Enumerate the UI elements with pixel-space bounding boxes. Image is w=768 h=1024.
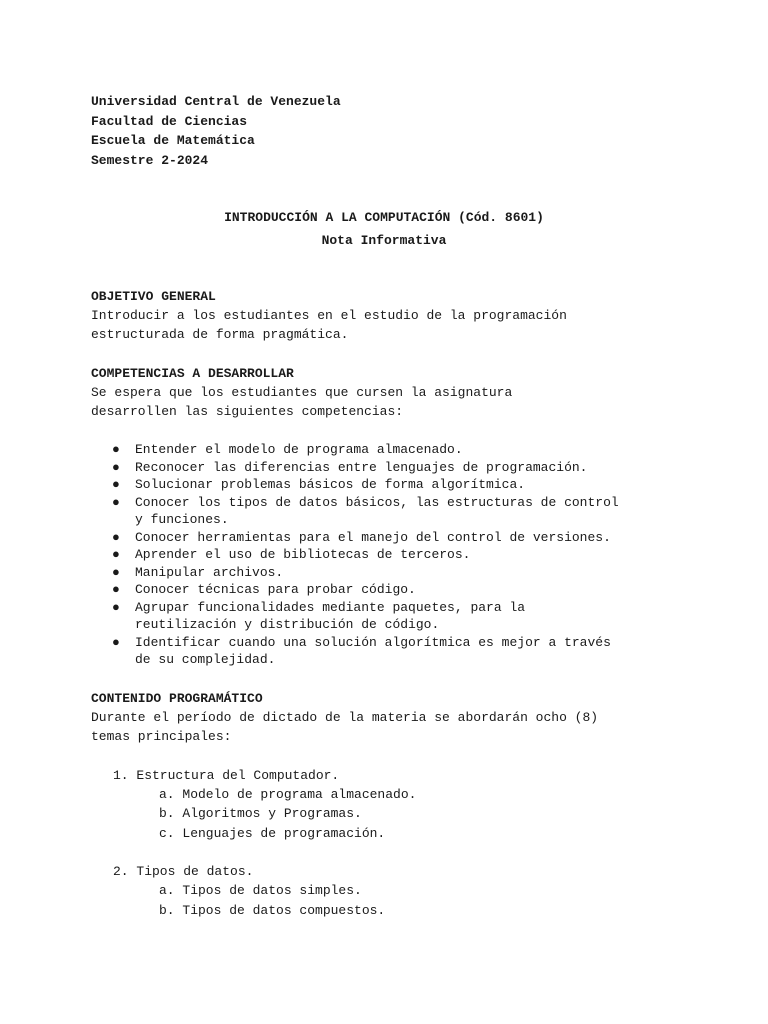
bullet-icon: ● (112, 477, 120, 492)
document-header (91, 92, 691, 170)
list-item-text: Conocer técnicas para probar código. (135, 582, 416, 597)
section-heading-competencies: COMPETENCIAS A DESARROLLAR (91, 366, 294, 381)
list-item (91, 634, 691, 669)
bullet-icon: ● (112, 459, 120, 475)
paragraph-line: temas principales: (91, 728, 232, 744)
list-item (91, 581, 691, 599)
list-item (91, 494, 691, 529)
subtopic-item: a. Tipos de datos simples. (159, 883, 362, 898)
paragraph-line: Introducir a los estudiantes en el estudio de la programación (91, 308, 567, 323)
list-item (91, 564, 691, 582)
bullet-icon: ● (112, 494, 120, 510)
topic-label: 2. Tipos de datos. (113, 864, 254, 879)
list-item-text: Manipular archivos. (135, 564, 284, 580)
list-item-text: Solucionar problemas básicos de forma algorítmica. (135, 477, 526, 492)
subtopic-item: b. Tipos de datos compuestos. (159, 902, 386, 918)
list-item (91, 529, 691, 547)
list-item-text: Entender el modelo de programa almacenado. (135, 442, 463, 457)
document-title (91, 206, 677, 252)
document-subtitle: Nota Informativa (321, 233, 447, 248)
paragraph-line: desarrollen las siguientes competencias: (91, 404, 404, 419)
objective-paragraph (91, 306, 691, 344)
semester-label: Semestre 2-2024 (91, 152, 209, 168)
bullet-icon: ● (112, 547, 120, 562)
subtopic-item: a. Modelo de programa almacenado. (159, 786, 417, 802)
content-paragraph (91, 708, 691, 746)
bullet-icon: ● (112, 634, 120, 650)
list-item-text: Agrupar funcionalidades mediante paquetes, para la reutilización y distribución de código. (135, 599, 526, 632)
bullet-icon: ● (112, 599, 120, 615)
topic-label: 1. Estructura del Computador. (113, 767, 340, 783)
faculty-name: Facultad de Ciencias (91, 113, 248, 129)
topic-item (91, 766, 691, 844)
bullet-icon: ● (112, 564, 120, 580)
bullet-icon: ● (112, 582, 120, 597)
list-item (91, 441, 691, 459)
topic-item (91, 862, 691, 920)
subtopic-item: b. Algoritmos y Programas. (159, 806, 362, 821)
list-item-text: Identificar cuando una solución algorítmica es mejor a través de su complejidad. (135, 634, 611, 667)
document-page (91, 92, 691, 920)
topics-list (91, 766, 691, 921)
list-item (91, 476, 691, 494)
bullet-icon: ● (112, 442, 120, 457)
list-item-text: Conocer herramientas para el manejo del control de versiones. (135, 529, 611, 545)
competencies-paragraph (91, 383, 691, 421)
paragraph-line: Se espera que los estudiantes que cursen la asignatura (91, 385, 513, 400)
section-heading-objective: OBJETIVO GENERAL (91, 289, 216, 304)
university-name: Universidad Central de Venezuela (91, 94, 341, 109)
course-title: INTRODUCCIÓN A LA COMPUTACIÓN (Cód. 8601) (224, 210, 544, 225)
list-item-text: Aprender el uso de bibliotecas de terceros. (135, 547, 471, 562)
school-name: Escuela de Matemática (91, 133, 255, 148)
paragraph-line: estructurada de forma pragmática. (91, 327, 349, 342)
list-item (91, 459, 691, 477)
subtopics-list (113, 785, 691, 844)
competencies-list (91, 441, 691, 669)
bullet-icon: ● (112, 529, 120, 545)
list-item-text: Conocer los tipos de datos básicos, las estructuras de control y funciones. (135, 494, 619, 527)
subtopic-item: c. Lenguajes de programación. (159, 825, 386, 841)
list-item (91, 599, 691, 634)
section-heading-content: CONTENIDO PROGRAMÁTICO (91, 690, 263, 706)
subtopics-list (113, 881, 691, 920)
list-item-text: Reconocer las diferencias entre lenguajes de programación. (135, 459, 588, 475)
paragraph-line: Durante el período de dictado de la materia se abordarán ocho (8) (91, 709, 599, 725)
list-item (91, 546, 691, 564)
